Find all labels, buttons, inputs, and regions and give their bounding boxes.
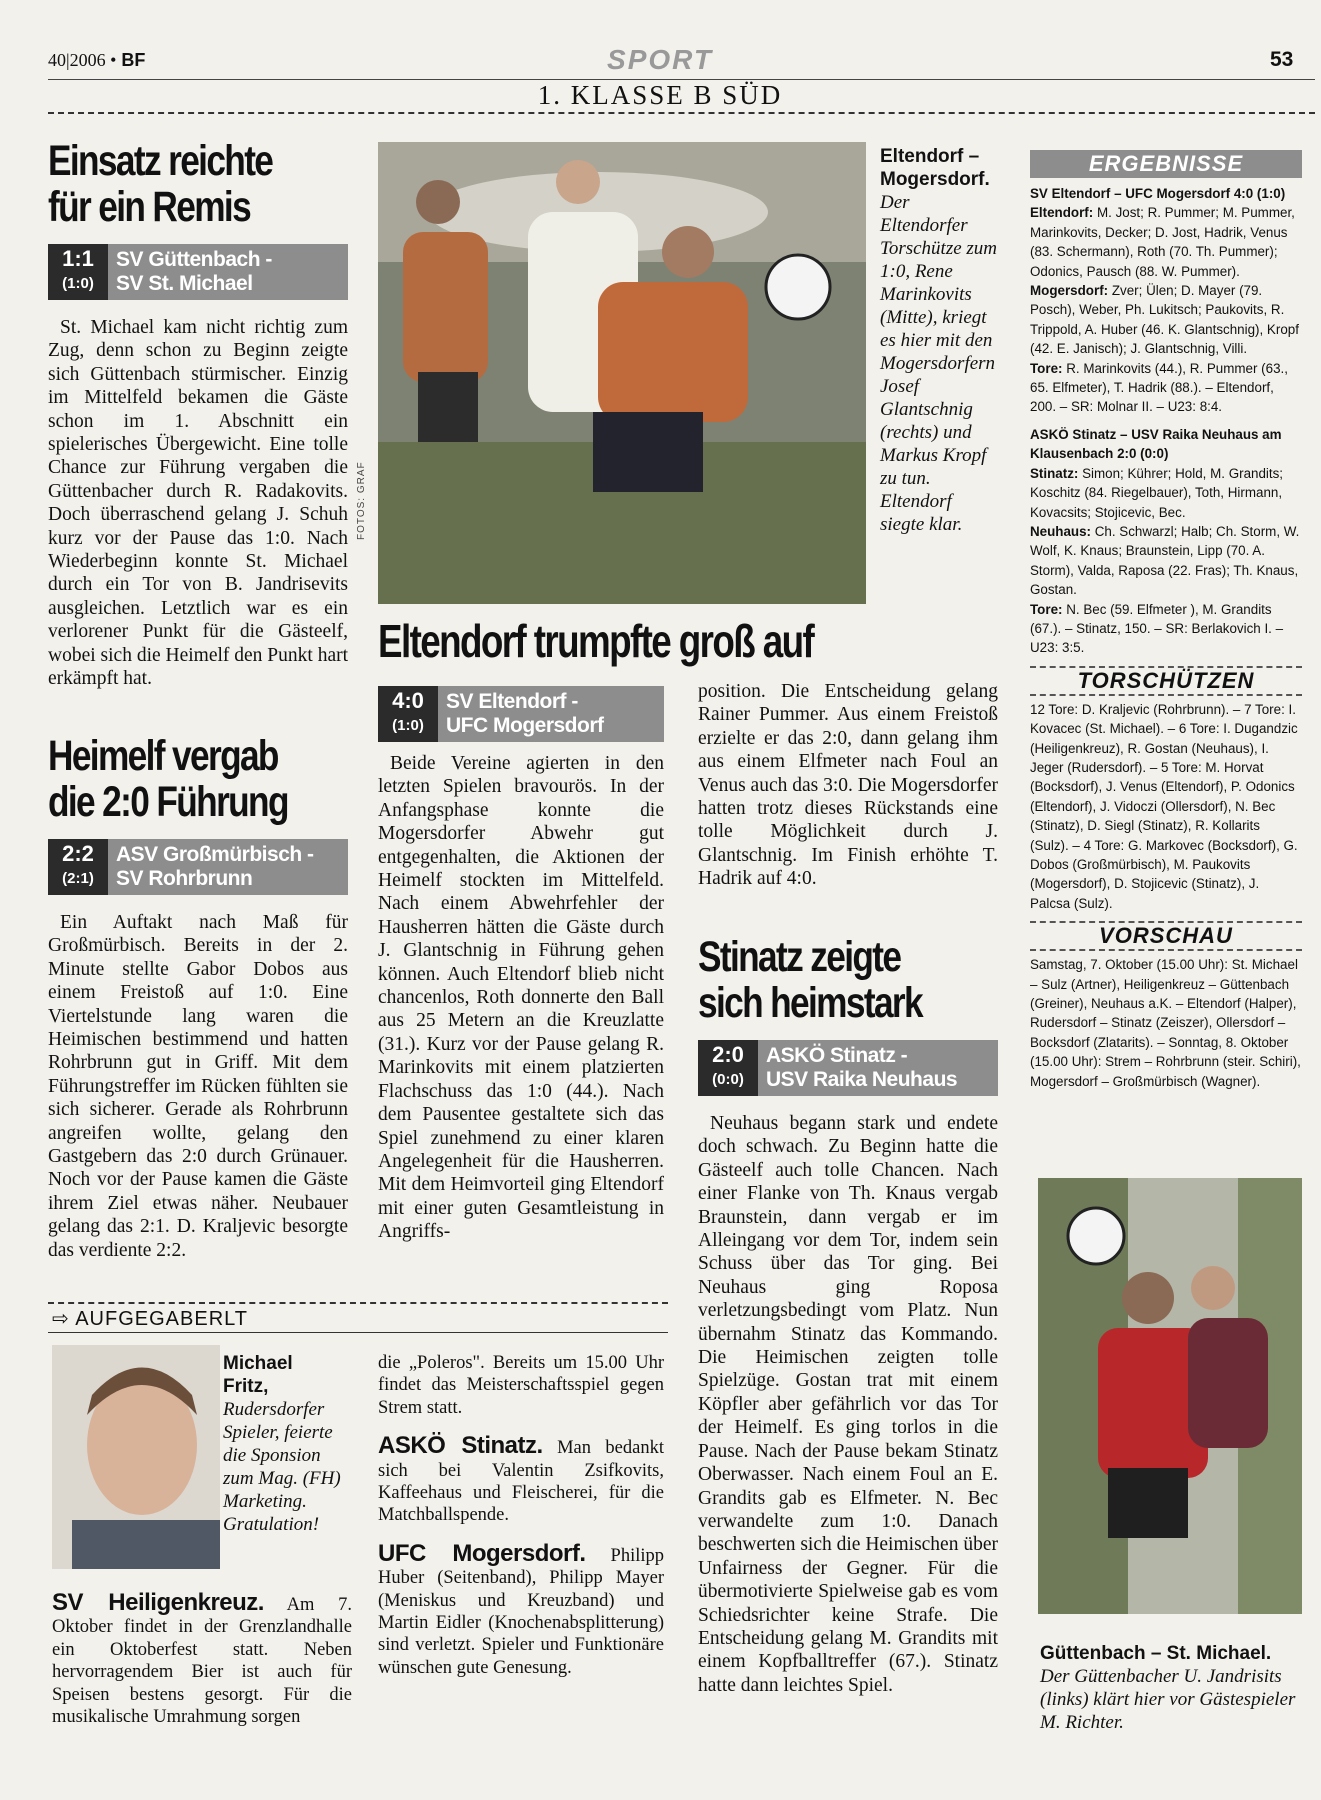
results-list bbox=[1030, 184, 1302, 658]
score-number bbox=[48, 244, 108, 300]
portrait-image bbox=[52, 1345, 220, 1569]
caption-text: Rudersdorfer Spieler, feierte die Sponsion zum Mag. (FH) Marketing. Gratulation! bbox=[223, 1399, 341, 1535]
scorers-title: TORSCHÜTZEN bbox=[1077, 667, 1255, 693]
caption-title: Eltendorf – Mogersdorf. bbox=[880, 146, 990, 190]
goals-text: N. Bec (59. Elfmeter ), M. Grandits (67.). – Stinatz, 150. – SR: Berlakovich I. – U23: 3:5. bbox=[1030, 601, 1284, 656]
goals-text: R. Marinkovits (44.), R. Pummer (63., 65. Elfmeter), T. Hadrik (88.). – Eltendorf, 200. – SR: Molnar II. – U23: 8:4. bbox=[1030, 360, 1288, 415]
home-team: SV Eltendorf - bbox=[446, 690, 578, 713]
teams-label bbox=[438, 686, 664, 742]
away-team: USV Raika Neuhaus bbox=[766, 1068, 958, 1091]
article-stinatz bbox=[698, 934, 998, 1697]
notice-text: die „Poleros". Bereits um 15.00 Uhr findet das Meisterschaftsspiel gegen Strem statt. bbox=[378, 1353, 664, 1418]
article-paragraph: St. Michael kam nicht richtig zum Zug, denn schon zu Beginn zeigte sich Güttenbach stürmischer. Einzig im Mittelfeld bekamen die Gäste schon im 1. Abschnitt ein spielerisches Übergewicht. Eine tolle Chance zur Führung vergaben die Güttenbacher durch R. Radakovits. Doch überraschend gelang J. Schuh kurz vor der Pause das 1:0. Nach Wiederbeginn konnte St. Michael durch ein Tor von B. Jandrisevits ausgleichen. Letztlich war es ein verlorener Punkt für die Gästeelf, wobei sich die Heimelf den Punkt hart erkämpft hat. bbox=[48, 317, 349, 690]
aufgegaberlt-rule bbox=[48, 1332, 668, 1333]
football-players-image bbox=[378, 142, 866, 604]
photo-credit: FOTOS: GRAF bbox=[356, 461, 367, 540]
goals-label: Tore: bbox=[1030, 360, 1063, 376]
article-grossmuerbisch bbox=[48, 733, 348, 1262]
notice-title: SV Heiligenkreuz. bbox=[52, 1589, 264, 1616]
away-team: UFC Mogersdorf bbox=[446, 714, 604, 737]
caption-title: Güttenbach – St. Michael. bbox=[1040, 1643, 1272, 1664]
score-box bbox=[48, 839, 348, 895]
game-header: SV Eltendorf – UFC Mogersdorf 4:0 (1:0) bbox=[1030, 186, 1286, 201]
issue-number: 40|2006 • bbox=[48, 50, 117, 70]
article-eltendorf-headline bbox=[378, 615, 922, 667]
home-team: ASV Großmürbisch - bbox=[116, 843, 314, 866]
result-game-2 bbox=[1030, 425, 1302, 658]
goals-label: Tore: bbox=[1030, 601, 1063, 617]
notice-stinatz bbox=[378, 1432, 664, 1527]
score-box bbox=[698, 1040, 998, 1096]
headline-line: Heimelf vergab bbox=[48, 732, 278, 780]
article-body bbox=[698, 1112, 998, 1697]
headline-line: Stinatz zeigte bbox=[698, 933, 901, 981]
caption-text: Der Eltendorfer Torschütze zum 1:0, Rene Marinkovits (Mitte), kriegt es hier mit den Mogersdorfern Josef Glantschnig (rechts) und Markus Kropf zu tun. Eltendorf siegte klar. bbox=[880, 192, 998, 535]
final-score: 2:2 bbox=[62, 841, 94, 866]
article-headline bbox=[698, 934, 998, 1026]
section-label: SPORT bbox=[607, 44, 713, 75]
lineup-text: Simon; Kührer; Hold, M. Grandits; Koschitz (84. Riegelbauer), Toth, Hirmann, Kovacsits; Stojicevic, Bec. bbox=[1030, 465, 1284, 520]
score-number bbox=[48, 839, 108, 895]
portrait-photo bbox=[52, 1345, 220, 1569]
teams-label bbox=[108, 839, 348, 895]
arrow-icon: ⇨ bbox=[52, 1308, 70, 1330]
lineup-text: Ch. Schwarzl; Halb; Ch. Storm, W. Wolf, K. Knaus; Braunstein, Lipp (70. A. Storm), Valda, Raposa (22. Fras); Th. Knaus, Gostan. bbox=[1030, 523, 1300, 598]
article-body bbox=[48, 316, 348, 691]
article-paragraph: Ein Auftakt nach Maß für Großmürbisch. Bereits in der 2. Minute stellte Gabor Dobos aus einem Freistoß auf 1:0. Eine Viertelstunde lang waren die Heimischen bestimmend und hatten Rohrbrunn gut in Griff. Mit dem Führungstreffer im Rücken fühlten sie sich sicherer. Gerade als Rohrbrunn angreifen wollte, gelang den Gastgebern das 2:0 durch Grünauer. Noch vor der Pause kamen die Gäste ihrem Ziel etwas näher. Neubauer gelang das 2:1. D. Kraljevic besorgte das verdiente 2:2. bbox=[48, 912, 348, 1261]
score-box bbox=[48, 244, 348, 300]
photo-caption-eltendorf bbox=[880, 145, 1000, 536]
scorers-text: 12 Tore: D. Kraljevic (Rohrbrunn). – 7 Tore: I. Kovacec (St. Michael). – 6 Tore: I. Dugandzic (Heiligenkreuz), R. Gostan (Neuhaus), I. Jeger (Rudersdorf). – 5 Tore: M. Horvat (Bocksdorf), J. Venus (Eltendorf), P. Odonics (Eltendorf), J. Vidoczi (Ollersdorf), N. Bec (Stinatz), D. Siegl (Stinatz), R. Kollarits (Sulz). – 4 Tore: G. Markovec (Bocksdorf), G. Dobos (Großmürbisch), M. Paukovits (Mogersdorf), D. Stojicevic (Stinatz), J. Palcsa (Sulz). bbox=[1030, 701, 1298, 911]
notice-title: ASKÖ Stinatz. bbox=[378, 1432, 543, 1460]
notice-heiligenkreuz bbox=[52, 1589, 352, 1728]
home-team: SV Güttenbach - bbox=[116, 248, 272, 271]
article-paragraph: Neuhaus begann stark und endete doch schwach. Zu Beginn hatte die Gästeelf auch tolle Chancen. Nach einer Flanke von Th. Knaus vergab Braunstein, dann vergab er im Alleingang vor dem Tor, indem sein Schuss über das Tor ging. Bei Neuhaus ging Roposa verletzungsbedingt vom Platz. Nun übernahm Stinatz das Kommando. Die Heimischen zeigten tolle Spielzüge. Gostan trat mit einem Köpfler aber gefährlich vor das Tor der Heimelf. Es ging torlos in die Pause. Nach der Pause bekam Stinatz Oberwasser. Nach einem Foul an E. Grandits gab es Elfmeter. N. Bec verwandelte zum 1:0. Danach beschwerten sich die Heimischen über Unfairness der Gegner. Für die übermotivierte Spielweise gab es vom Schiedsrichter keine Strafe. Die Entscheidung gelang M. Grandits mit einem Kopfballtreffer (67.). Stinatz hatte dann leichtes Spiel. bbox=[698, 1113, 998, 1696]
match-photo-eltendorf bbox=[378, 142, 866, 604]
lineup-label: Neuhaus: bbox=[1030, 523, 1092, 539]
lineup-text: M. Jost; R. Pummer; M. Pummer, Marinkovits, Decker; D. Jost, Hadrik, Venus (83. Schermann), Roth (70. Th. Pummer); Odonics, Pausch (88. W. Pummer). bbox=[1030, 205, 1295, 279]
caption-text: Der Güttenbacher U. Jandrisits (links) klärt hier vor Gästespieler M. Richter. bbox=[1040, 1666, 1296, 1733]
article-paragraph: position. Die Entscheidung gelang Rainer Pummer. Aus einem Freistoß erzielte er das 2:0, dann gelang ihm aus einem Elfmeter nach Foul an Venus auch das 3:0. Die Mogersdorfer hatten trotz dieses Rückstands eine tolle Möglichkeit durch J. Glantschnig. Im Finish erhöhte T. Hadrik auf 4:0. bbox=[698, 681, 999, 890]
half-time-score: (2:1) bbox=[62, 870, 94, 887]
league-title: 1. KLASSE B SÜD bbox=[537, 80, 783, 110]
photo-caption-guettenbach bbox=[1040, 1642, 1305, 1734]
half-time-score: (1:0) bbox=[62, 275, 94, 292]
article-headline bbox=[48, 138, 348, 230]
notice-text: Man bedankt sich bei Valentin Zsifkovits, Kaffeehaus und Fleischerei, für die Matchballspende. bbox=[378, 1438, 664, 1526]
notice-mogersdorf bbox=[378, 1539, 664, 1679]
results-title-bar bbox=[1030, 150, 1302, 178]
headline-line: die 2:0 Führung bbox=[48, 778, 288, 826]
final-score: 1:1 bbox=[62, 246, 94, 271]
page-number: 53 bbox=[1270, 48, 1294, 71]
away-team: SV St. Michael bbox=[116, 272, 253, 295]
teams-label bbox=[758, 1040, 998, 1096]
scorers-section bbox=[1030, 666, 1302, 696]
lineup-label: Eltendorf: bbox=[1030, 205, 1094, 221]
score-box bbox=[378, 686, 664, 742]
lineup-label: Mogersdorf: bbox=[1030, 283, 1109, 299]
results-title: ERGEBNISSE bbox=[1088, 151, 1244, 176]
notice-text: Philipp Huber (Seitenband), Philipp Mayer (Meniskus und Kreuzband) und Martin Eidler (Knochenabsplitterung) sind verletzt. Spieler und Funktionäre wünschen gute Genesung. bbox=[378, 1545, 664, 1678]
headline-line: für ein Remis bbox=[48, 183, 251, 231]
final-score: 4:0 bbox=[392, 688, 424, 713]
score-number bbox=[698, 1040, 758, 1096]
headline-line: sich heimstark bbox=[698, 979, 922, 1027]
notice-column2 bbox=[378, 1352, 664, 1679]
article-body-col1 bbox=[378, 752, 664, 1244]
portrait-caption bbox=[223, 1352, 343, 1536]
caption-title: Michael Fritz, bbox=[223, 1353, 293, 1397]
game-header: ASKÖ Stinatz – USV Raika Neuhaus am Klausenbach 2:0 (0:0) bbox=[1030, 426, 1282, 462]
score-number bbox=[378, 686, 438, 742]
half-time-score: (1:0) bbox=[392, 717, 424, 734]
header-dashed-rule bbox=[48, 112, 1315, 114]
article-guettenbach bbox=[48, 138, 348, 691]
match-photo-guettenbach bbox=[1038, 1178, 1302, 1614]
notice-title: UFC Mogersdorf. bbox=[378, 1539, 586, 1567]
away-team: SV Rohrbrunn bbox=[116, 867, 253, 890]
article-body bbox=[48, 911, 348, 1262]
article-body-col2 bbox=[698, 680, 998, 891]
lineup-text: Zver; Ülen; D. Mayer (79. Posch), Weber, Ph. Lukitsch; Paukovits, R. Trippold, A. Huber (46. K. Glantschnig), Kropf (42. E. Janisch); J. Glantschnig, Villi. bbox=[1030, 283, 1299, 357]
aufgegaberlt-title: AUFGEGABERLT bbox=[75, 1308, 248, 1330]
publication-name: BF bbox=[121, 50, 146, 70]
result-game-1 bbox=[1030, 184, 1302, 417]
article-paragraph: Beide Vereine agierten in den letzten Spielen bravourös. In der Anfangsphase konnte die Mogersdorfer Abwehr gut entgegenhalten, die Aktionen der Heimelf stockten im Mittelfeld. Nach einem Abwehrfehler der Hausherren hätten die Gäste durch J. Glantschnig in Führung gehen können. Auch Eltendorf blieb nicht chancenlos, Roth donnerte den Ball aus 25 Metern an die Kreuzlatte (31.). Kurz vor der Pause gelang R. Marinkovits mit einem platzierten Flachschuss das 1:0 (44.). Nach dem Pausentee gestaltete sich das Spiel zunehmend zu einer klaren Angelegenheit für die Hausherren. Mit dem Heimvorteil ging Eltendorf mit einer guten Gesamtleistung in Angriffs- bbox=[378, 753, 664, 1243]
preview-title: VORSCHAU bbox=[1099, 923, 1233, 949]
lineup-label: Stinatz: bbox=[1030, 465, 1079, 481]
notice-text: Am 7. Oktober findet in der Grenzlandhalle ein Oktoberfest statt. Neben hervorragendem Bier ist auch für Speisen bestens gesorgt. Für die musikalische Umrahmung sorgen bbox=[52, 1595, 352, 1728]
final-score: 2:0 bbox=[712, 1042, 744, 1067]
aufgegaberlt-top-rule bbox=[48, 1302, 668, 1304]
preview-section bbox=[1030, 921, 1302, 951]
half-time-score: (0:0) bbox=[712, 1071, 744, 1088]
aufgegaberlt-label bbox=[52, 1306, 248, 1331]
home-team: ASKÖ Stinatz - bbox=[766, 1044, 908, 1067]
football-header-image bbox=[1038, 1178, 1302, 1614]
results-sidebar bbox=[1030, 150, 1302, 1091]
preview-text: Samstag, 7. Oktober (15.00 Uhr): St. Michael – Sulz (Artner), Heiligenkreuz – Güttenbach (Greiner), Neuhaus a.K. – Eltendorf (Halper), Rudersdorf – Stinatz (Zeiszer), Ollersdorf – Bocksdorf (Zlatarits). – Sonntag, 8. Oktober (15.00 Uhr): Strem – Rohrbrunn (steir. Schiri), Mogersdorf – Großmürbisch (Wagner). bbox=[1030, 957, 1301, 1089]
article-headline: Eltendorf trumpfte groß auf bbox=[378, 615, 814, 667]
headline-line: Einsatz reichte bbox=[48, 137, 273, 185]
article-headline bbox=[48, 733, 348, 825]
teams-label bbox=[108, 244, 348, 300]
issue-info bbox=[48, 50, 145, 71]
